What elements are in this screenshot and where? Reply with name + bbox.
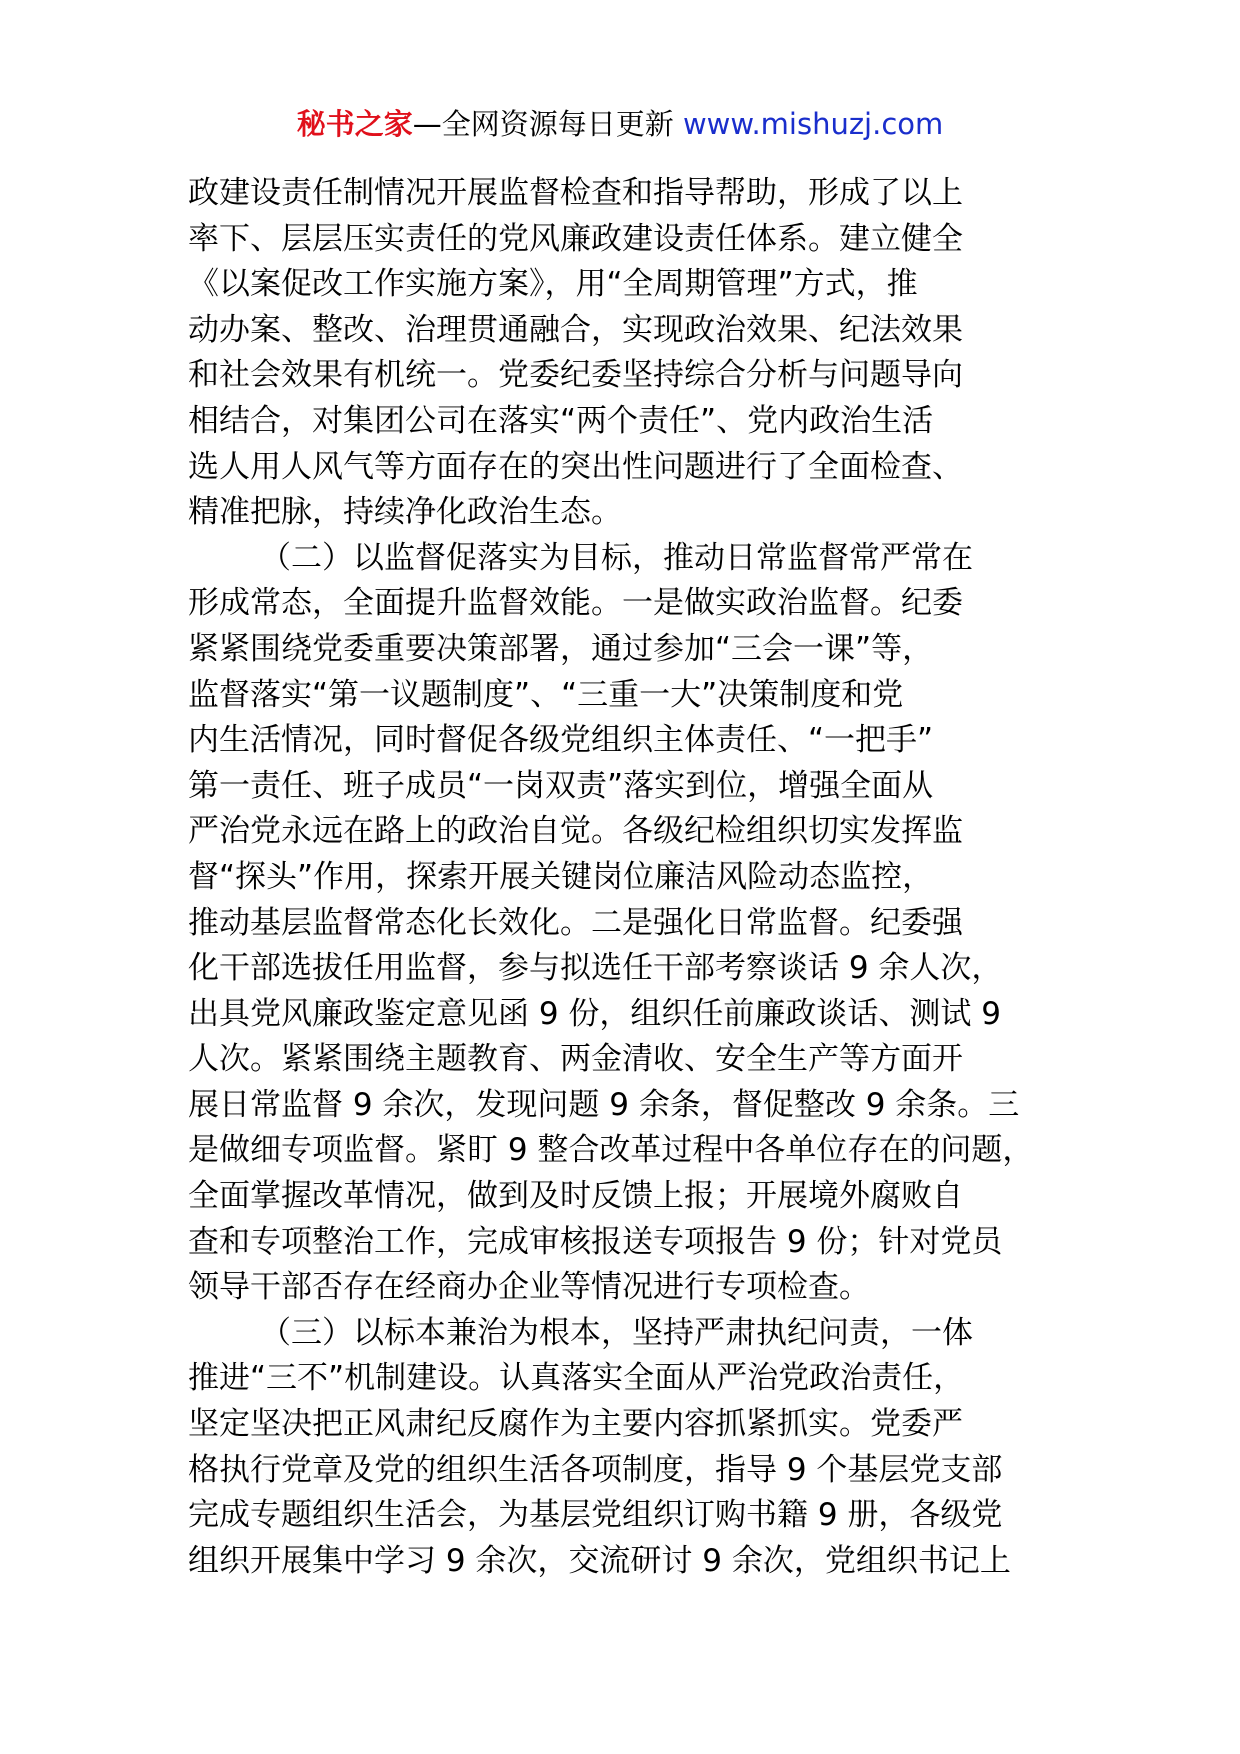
- document-body: [188, 171, 1088, 1584]
- text-line: 出具党风廉政鉴定意见函 9 份，组织任前廉政谈话、测试 9: [188, 995, 1002, 1032]
- text-line: 推动基层监督常态化长效化。二是强化日常监督。纪委强: [188, 904, 963, 941]
- text-line: 形成常态，全面提升监督效能。一是做实政治监督。纪委: [188, 585, 963, 622]
- text-line: 化干部选拔任用监督，参与拟选任干部考察谈话 9 余人次，: [188, 950, 1003, 987]
- text-line: 相结合，对集团公司在落实“两个责任”、党内政治生活: [188, 402, 934, 439]
- site-url-link[interactable]: www.mishuzj.com: [682, 107, 944, 141]
- text-line: 率下、层层压实责任的党风廉政建设责任体系。建立健全: [188, 220, 963, 257]
- text-line: 政建设责任制情况开展监督检查和指导帮助，形成了以上: [188, 175, 963, 211]
- text-line: 第一责任、班子成员“一岗双责”落实到位，增强全面从: [188, 767, 934, 804]
- text-line: 全面掌握改革情况，做到及时反馈上报；开展境外腐败自: [188, 1178, 963, 1215]
- text-line: 坚定坚决把正风肃纪反腐作为主要内容抓紧抓实。党委严: [188, 1406, 963, 1443]
- text-line: 精准把脉，持续净化政治生态。: [188, 494, 622, 531]
- text-line: 完成专题组织生活会，为基层党组织订购书籍 9 册，各级党: [188, 1497, 1003, 1534]
- text-line: 严治党永远在路上的政治自觉。各级纪检组织切实发挥监: [188, 813, 963, 850]
- section-heading-line: （二）以监督促落实为目标，推动日常监督常严常在: [260, 539, 973, 576]
- site-header: [0, 104, 1240, 144]
- text-line: 领导干部否存在经商办企业等情况进行专项检查。: [188, 1269, 870, 1306]
- text-line: 展日常监督 9 余次，发现问题 9 余条，督促整改 9 余条。三: [188, 1086, 1020, 1123]
- section-heading-line: （三）以标本兼治为根本，坚持严肃执纪问责，一体: [260, 1314, 973, 1351]
- text-line: 选人用人风气等方面存在的突出性问题进行了全面检查、: [188, 448, 963, 485]
- text-line: 格执行党章及党的组织生活各项制度，指导 9 个基层党支部: [188, 1451, 1003, 1488]
- text-line: 监督落实“第一议题制度”、“三重一大”决策制度和党: [188, 676, 904, 713]
- text-line: 人次。紧紧围绕主题教育、两金清收、安全生产等方面开: [188, 1041, 963, 1078]
- text-line: 动办案、整改、治理贯通融合，实现政治效果、纪法效果: [188, 311, 963, 348]
- text-line: 和社会效果有机统一。党委纪委坚持综合分析与问题导向: [188, 357, 963, 394]
- text-line: 是做细专项监督。紧盯 9 整合改革过程中各单位存在的问题，: [188, 1132, 1034, 1169]
- text-line: 推进“三不”机制建设。认真落实全面从严治党政治责任，: [188, 1360, 965, 1397]
- text-line: 内生活情况，同时督促各级党组织主体责任、“一把手”: [188, 722, 934, 759]
- text-line: 督“探头”作用，探索开展关键岗位廉洁风险动态监控，: [188, 858, 934, 895]
- site-tagline: —全网资源每日更新: [412, 107, 674, 141]
- text-line: 紧紧围绕党委重要决策部署，通过参加“三会一课”等，: [188, 630, 934, 667]
- text-line: 查和专项整治工作，完成审核报送专项报告 9 份；针对党员: [188, 1223, 1003, 1260]
- site-brand-name: 秘书之家: [296, 107, 413, 141]
- text-line: 《以案促改工作实施方案》，用“全周期管理”方式，推: [188, 266, 918, 303]
- text-line: 组织开展集中学习 9 余次，交流研讨 9 余次，党组织书记上: [188, 1542, 1011, 1579]
